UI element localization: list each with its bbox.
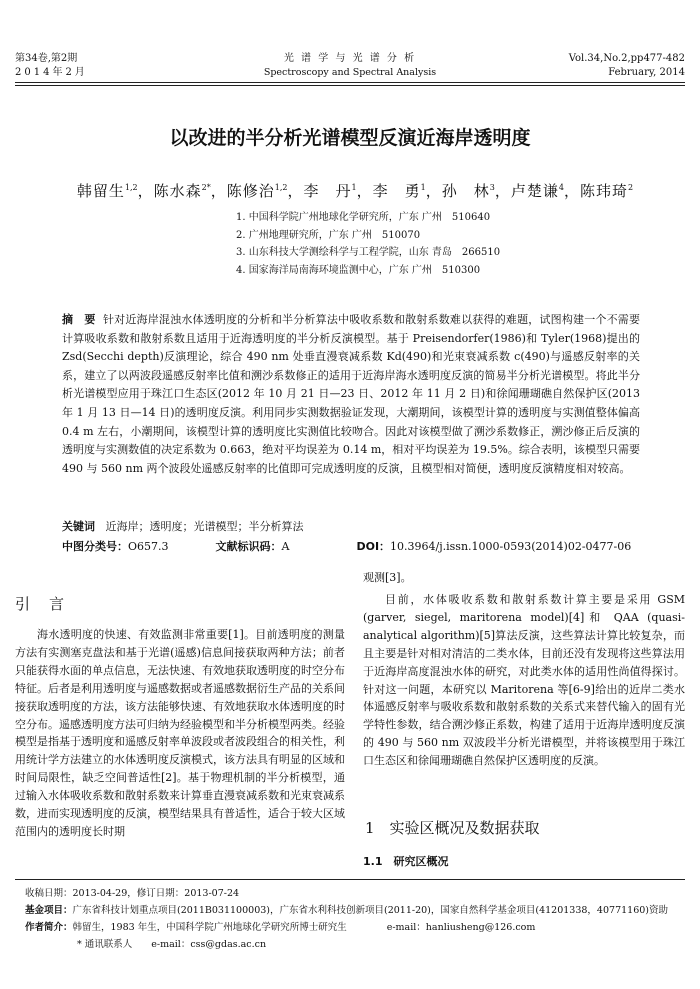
keywords	[62, 518, 304, 534]
affiliation: 4. 国家海洋局南海环境监测中心，广东 广州 510300	[236, 264, 481, 276]
header-rule	[15, 82, 685, 83]
clc-label: 中图分类号：	[62, 540, 128, 553]
fund-text: 广东省科技计划重点项目(2011B031100003)，广东省水利科技创新项目(2011-20)，国家自然科学基金项目(41201338，40771160)资助	[72, 905, 668, 916]
doi-value[interactable]: 10.3964/j.issn.1000-0593(2014)02-0477-06	[390, 540, 632, 553]
fund-label: 基金项目：	[25, 905, 73, 916]
classification-line	[62, 538, 631, 554]
clc-value: O657.3	[128, 540, 169, 553]
author: 陈修治$^{1,2}$	[226, 182, 288, 200]
journal-name-en: Spectroscopy and Spectral Analysis	[263, 67, 437, 78]
affiliation: 2. 广州地理研究所，广东 广州 510070	[236, 229, 421, 241]
author-email[interactable]: e-mail：hanliusheng@126.com	[386, 922, 536, 933]
affiliation-list	[236, 209, 500, 279]
subsection-heading-1-1: 1.1 研究区概况	[363, 855, 449, 868]
abstract-label: 摘 要	[62, 313, 96, 326]
journal-volume-en: Vol.34,No.2,pp477-482	[568, 53, 685, 64]
author-bio-line	[25, 919, 685, 936]
author: 孙 林$^3$	[441, 182, 495, 200]
footnote-rule	[15, 879, 685, 880]
fund-line	[25, 902, 685, 919]
keywords-label: 关键词	[62, 520, 95, 533]
affiliation: 1. 中国科学院广州地球化学研究所，广东 广州 510640	[236, 212, 491, 223]
keywords-text: 近海岸；透明度；光谱模型；半分析算法	[105, 520, 304, 533]
intro-continuation: 观测[3]。	[363, 571, 412, 584]
section-heading-intro: 引 言	[15, 595, 67, 613]
journal-date-en: February, 2014	[608, 67, 685, 78]
author: 韩留生$^{1,2}$	[76, 182, 138, 200]
journal-name-cn: 光 谱 学 与 光 谱 分 析	[283, 53, 417, 64]
doc-code-label: 文献标识码：	[215, 540, 282, 553]
abstract	[62, 311, 640, 478]
author-list: 韩留生$^{1,2}$，陈水森$^{2*}$，陈修治$^{1,2}$，李 丹$^1$，李 勇$^1$，孙 林$^3$，卢楚谦$^4$，陈玮琦$^2$	[76, 182, 634, 200]
author: 卢楚谦$^4$	[510, 182, 564, 200]
intro-paragraph-right: 目前，水体吸收系数和散射系数计算主要是采用 GSM (garver, siegel, maritorena model)[4]和 QAA (quasi-analytical algorithm)[5]算法反演，这些算法计算比较复杂，而且主要是针对相对清洁的二类水体，目前还没有发现将这些算法用于近海岸高度混浊水体的研究，对此类水体的适用性尚值得探讨。针对这一问题，本研究以 Maritorena 等[6-9]给出的近岸二类水体遥感反射率与吸收系数和散射系数的关系式来替代输入的固有光学特性参数，结合溯沙修正系数，构建了适用于近海岸透明度反演的 490 与 560 nm 双波段半分析光谱模型，并将该模型用于珠江口生态区和徐闻珊瑚礁自然保护区透明度的反演。	[363, 593, 685, 768]
author: 李 勇$^1$	[372, 182, 426, 200]
abstract-text: 针对近海岸混浊水体透明度的分析和半分析算法中吸收系数和散射系数难以获得的难题，试图构建一个不需要计算吸收系数和散射系数且适用于近海透明度的半分析反演模型。基于 Preisendorfer(1986)和 Tyler(1968)提出的 Zsd(Secchi depth)反演理论，综合 490 nm 处垂直漫衰减系数 Kd(490)和光束衰减系数 c(490)与遥感反射率的关系，建立了以两波段遥感反射率比值和溯沙系数修正的适用于近海岸海水透明度反演的简易半分析光谱模型。将此半分析光谱模型应用于珠江口生态区(2012 年 10 月 21 日—23 日、2012 年 11 月 2 日)和徐闻珊瑚礁自然保护区(2013 年 1 月 13 日—14 日)的透明度反演。利用同步实测数据验证发现，大潮期间，该模型计算的透明度与实测值整体偏高 0.4 m 左右，小潮期间，该模型计算的透明度比实测值比较吻合。因此对该模型做了溯沙系数修正，溯沙修正后反演的透明度与实测数值的决定系数为 0.663，绝对平均误差为 0.14 m，相对平均误差为 19.5%。综合表明，该模型只需要 490 与 560 nm 两个波段处遥感反射率的比值即可完成透明度的反演，且模型相对简便，透明度反演精度相对较高。	[62, 313, 641, 475]
affiliation: 3. 山东科技大学测绘科学与工程学院，山东 青岛 266510	[236, 247, 501, 258]
section-heading-1: 1 实验区概况及数据获取	[365, 819, 540, 837]
doi-label: DOI：	[356, 540, 391, 553]
paper-title: 以改进的半分析光谱模型反演近海岸透明度	[169, 127, 531, 149]
footnotes	[25, 885, 685, 953]
author: 李 丹$^1$	[303, 182, 357, 200]
author: 陈水森$^{2*}$	[153, 182, 211, 200]
author-bio-text: 韩留生，1983 年生，中国科学院广州地球化学研究所博士研究生	[72, 922, 347, 933]
author: 陈玮琦$^2$	[580, 182, 634, 200]
journal-volume: 第34卷,第2期	[15, 53, 78, 64]
doc-code-value: A	[281, 540, 290, 553]
received-date: 收稿日期：2013-04-29，修订日期：2013-07-24	[25, 888, 240, 899]
author-bio-label: 作者简介：	[25, 922, 73, 933]
corresponding-author: * 通讯联系人 e-mail：css@gdas.ac.cn	[77, 939, 267, 950]
header-rule-thin	[15, 85, 685, 86]
intro-paragraph-left: 海水透明度的快速、有效监测非常重要[1]。目前透明度的测量方法有实测塞克盘法和基于光谱(遥感)信息间接获取两种方法；前者只能获得水面的单点信息，无法快速、有效地获取透明度的时空分布特征。后者是利用透明度与遥感数据或者遥感数据衍生产品的关系间接获取透明度的方法，该方法能够快速、有效地获取水体透明度的时空分布。遥感透明度方法可归纳为经验模型和半分析模型两类。经验模型是指基于透明度和遥感反射率单波段或者波段组合的相关性，利用统计学方法建立的水体透明度反演模式，该方法具有明显的区域和时间局限性，缺乏空间普适性[2]。基于物理机制的半分析模型，通过输入水体吸收系数和散射系数来计算垂直漫衰减系数和光束衰减系数，进而实现透明度的反演，模型结果具有普适性，适合于较大区域范围内的透明度长时期	[15, 628, 345, 838]
journal-date-cn: 2014年2月	[15, 67, 88, 78]
